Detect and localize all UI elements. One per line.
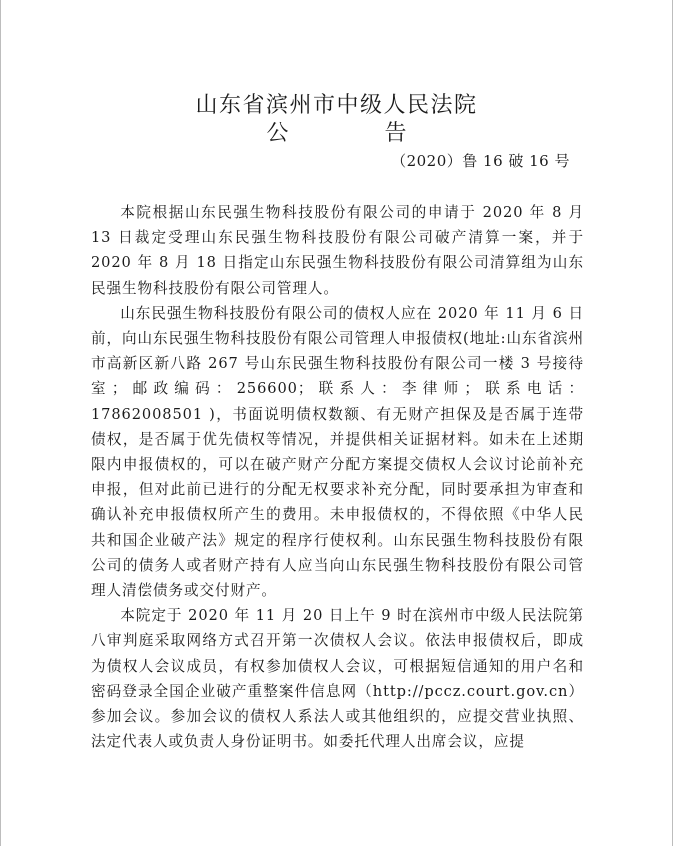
notice-heading: [0, 121, 673, 147]
body-paragraph-1: 本院根据山东民强生物科技股份有限公司的申请于 2020 年 8 月 13 日裁定受理山东民强生物科技股份有限公司破产清算一案，并于 2020 年 8 月 18 日指定山东民强生物科技股份有限公司清算组为山东民强生物科技股份有限公司管理人。: [91, 204, 584, 297]
court-name-title: 山东省滨州市中级人民法院: [195, 93, 478, 118]
body-paragraph-3: 本院定于 2020 年 11 月 20 日上午 9 时在滨州市中级人民法院第八审判庭采取网络方式召开第一次债权人会议。依法申报债权后，即成为债权人会议成员，有权参加债权人会议，可根据短信通知的用户名和密码登录全国企业破产重整案件信息网（http://pccz.court.gov.cn）参加会议。参加会议的债权人系法人或其他组织的，应提交营业执照、法定代表人或负责人身份证明书。如委托代理人出席会议，应提: [91, 607, 584, 751]
case-number: （2020）鲁 16 破 16 号: [391, 152, 570, 170]
notice-heading-char-2: 告: [384, 121, 407, 146]
notice-heading-char-1: 公: [266, 121, 289, 146]
notice-body: [91, 200, 584, 754]
body-paragraph-2: 山东民强生物科技股份有限公司的债权人应在 2020 年 11 月 6 日前，向山东民强生物科技股份有限公司管理人申报债权(地址:山东省滨州市高新区新八路 267 号山东民强生物科技股份有限公司一楼 3 号接待室；邮政编码：256600；联系人：李律师；联系电话：17862008501 )，书面说明债权数额、有无财产担保及是否属于连带债权，是否属于优先债权等情况，并提供相关证据材料。如未在上述期限内申报债权的，可以在破产财产分配方案提交债权人会议讨论前补充申报，但对此前已进行的分配无权要求补充分配，同时要承担为审查和确认补充申报债权所产生的费用。未申报债权的，不得依照《中华人民共和国企业破产法》规定的程序行使权利。山东民强生物科技股份有限公司的债务人或者财产持有人应当向山东民强生物科技股份有限公司管理人清偿债务或交付财产。: [91, 304, 584, 600]
